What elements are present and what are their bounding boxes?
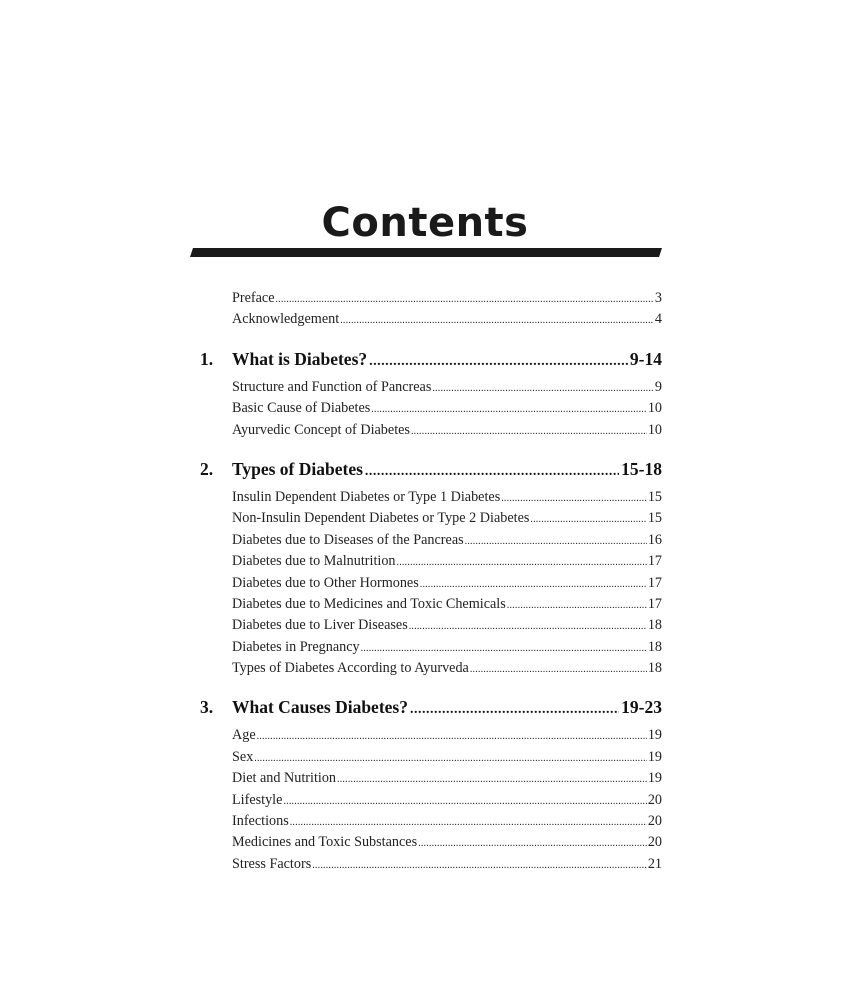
toc-entry-label: Lifestyle [232,791,283,808]
chapter-title: What is Diabetes? [232,348,368,369]
toc-entry-label: Structure and Function of Pancreas [232,378,432,395]
toc-entry-page: 17 [647,595,662,612]
chapter-title: Types of Diabetes [232,458,363,479]
toc-entry[interactable] [200,856,662,877]
chapter-heading[interactable] [200,697,662,727]
toc-entry-page: 18 [647,617,662,634]
toc-entry-page: 17 [647,553,662,570]
toc-entry[interactable] [200,770,662,791]
toc-entry-label: Infections [232,813,289,830]
title-underline [190,248,662,257]
toc-entry-page: 20 [647,813,662,830]
toc-entry-page: 19 [647,770,662,787]
dot-leader [337,774,647,785]
dot-leader [409,621,647,632]
toc-entry[interactable] [200,834,662,855]
toc-entry-label: Types of Diabetes According to Ayurveda [232,660,469,677]
toc-entry[interactable] [200,727,662,748]
chapter-number: 3. [200,697,214,718]
toc-entry[interactable] [200,596,662,617]
toc-entry-page: 20 [647,791,662,808]
toc-entry-label: Insulin Dependent Diabetes or Type 1 Diabetes [232,488,501,505]
toc-entry-label: Diabetes due to Liver Diseases [232,617,408,634]
dot-leader [420,579,647,590]
toc-entry-page: 10 [647,400,662,417]
toc-entry[interactable] [200,617,662,638]
toc-entry-label: Preface [232,290,275,306]
toc-entry-page: 17 [647,574,662,591]
dot-leader [470,664,647,675]
dot-leader [397,557,647,568]
dot-leader [507,600,647,611]
dot-leader [257,731,647,742]
dot-leader [369,354,628,370]
toc-entry-label: Acknowledgement [232,311,340,328]
toc-entry-page: 20 [647,834,662,851]
toc-entry-page: 15 [647,488,662,505]
toc-entry-page: 10 [647,421,662,438]
toc-entry-label: Ayurvedic Concept of Diabetes [232,421,410,438]
toc-entry[interactable] [200,813,662,834]
toc-entry[interactable] [200,510,662,531]
toc-entry-page: 19 [647,727,662,744]
toc-entry[interactable] [200,400,662,421]
table-of-contents [200,290,662,877]
dot-leader [254,753,647,764]
dot-leader [283,796,646,807]
dot-leader [290,817,647,828]
toc-entry-page: 16 [647,531,662,548]
dot-leader [465,536,647,547]
dot-leader [432,383,654,394]
toc-entry[interactable] [200,575,662,596]
dot-leader [418,838,647,849]
chapter-heading[interactable] [200,349,662,379]
toc-entry[interactable] [200,290,662,311]
chapter-pages: 9-14 [629,348,662,369]
toc-entry-page: 21 [647,855,662,872]
chapter-title: What Causes Diabetes? [232,697,408,718]
toc-entry[interactable] [200,532,662,553]
toc-entry-page: 18 [647,660,662,677]
toc-entry-page: 15 [647,510,662,527]
toc-entry-label: Diabetes due to Diseases of the Pancreas [232,531,464,548]
toc-entry-label: Diet and Nutrition [232,770,337,787]
toc-entry[interactable] [200,749,662,770]
page-title: Contents [321,200,529,246]
toc-entry-label: Stress Factors [232,855,312,872]
toc-entry-page: 4 [654,311,662,328]
toc-entry-label: Age [232,727,256,744]
dot-leader [276,294,654,305]
chapter-number: 1. [200,348,214,369]
toc-entry[interactable] [200,553,662,574]
dot-leader [365,464,619,480]
dot-leader [340,315,654,326]
toc-entry-label: Diabetes due to Medicines and Toxic Chemicals [232,595,506,612]
toc-entry-label: Diabetes due to Malnutrition [232,553,396,570]
chapter-pages: 15-18 [621,458,662,479]
toc-entry-page: 3 [654,290,662,306]
dot-leader [371,404,647,415]
toc-entry-page: 9 [654,378,662,395]
chapter-heading[interactable] [200,459,662,489]
dot-leader [410,702,619,718]
toc-entry-label: Sex [232,748,254,765]
toc-entry-label: Diabetes due to Other Hormones [232,574,419,591]
chapter-pages: 19-23 [621,697,662,718]
toc-entry[interactable] [200,422,662,443]
toc-entry[interactable] [200,379,662,400]
toc-entry-page: 19 [647,748,662,765]
toc-entry[interactable] [200,660,662,681]
toc-entry-label: Medicines and Toxic Substances [232,834,418,851]
dot-leader [361,643,647,654]
dot-leader [312,860,647,871]
toc-entry-page: 18 [647,638,662,655]
toc-entry-label: Basic Cause of Diabetes [232,400,371,417]
dot-leader [501,493,647,504]
chapter-number: 2. [200,458,214,479]
toc-entry-label: Non-Insulin Dependent Diabetes or Type 2 Diabetes [232,510,530,527]
toc-entry[interactable] [200,792,662,813]
toc-entry[interactable] [200,489,662,510]
toc-entry[interactable] [200,311,662,332]
dot-leader [530,514,646,525]
dot-leader [411,426,647,437]
toc-entry-label: Diabetes in Pregnancy [232,638,360,655]
toc-entry[interactable] [200,639,662,660]
